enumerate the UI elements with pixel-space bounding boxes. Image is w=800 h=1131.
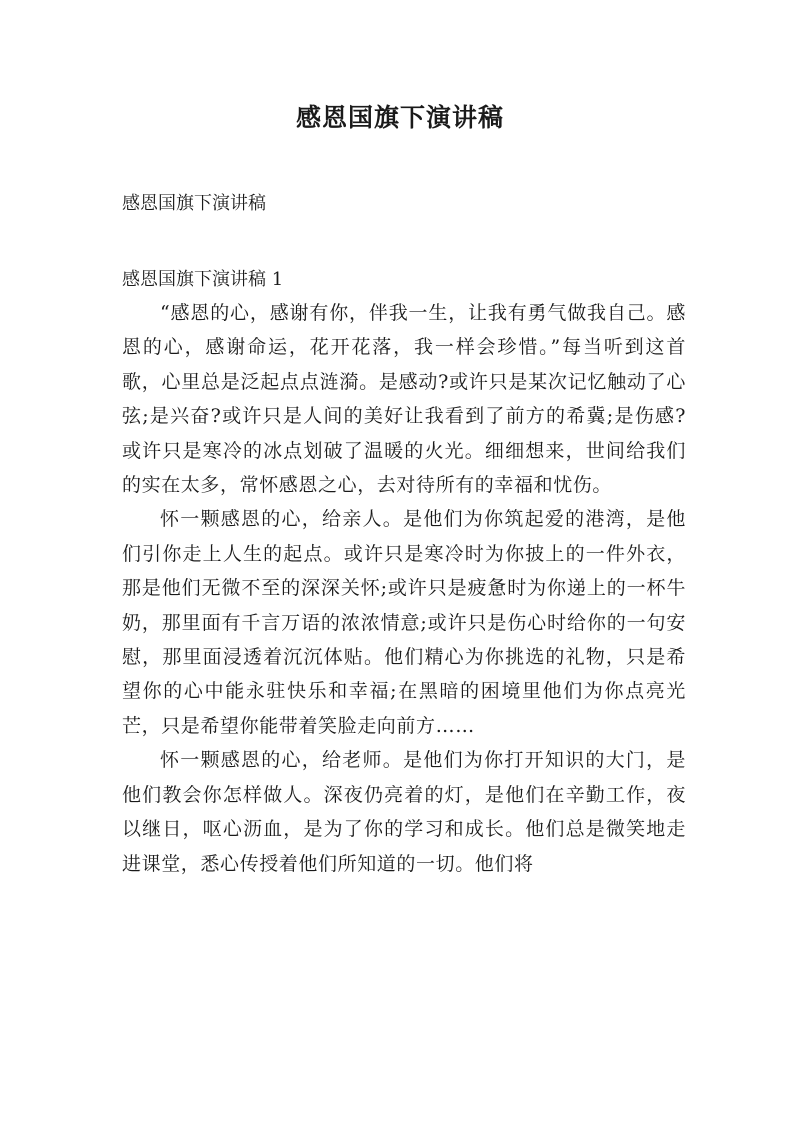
document-title: 感恩国旗下演讲稿 — [295, 103, 504, 132]
paragraph-1: “感恩的心，感谢有你，伴我一生，让我有勇气做我自己。感恩的心，感谢命运，花开花落，我一样会珍惜。”每当听到这首歌，心里总是泛起点点涟漪。是感动?或许只是某次记忆触动了心弦;是兴奋?或许只是人间的美好让我看到了前方的希冀;是伤感?或许只是寒冷的冰点划破了温暖的火光。细细想来，世间给我们的实在太多，常怀感恩之心，去对待所有的幸福和忧伤。 — [122, 302, 686, 497]
paragraph-3: 怀一颗感恩的心，给老师。是他们为你打开知识的大门，是他们教会你怎样做人。深夜仍亮着的灯，是他们在辛勤工作，夜以继日，呕心沥血，是为了你的学习和成长。他们总是微笑地走进课堂，悉心传授着他们所知道的一切。他们将 — [122, 749, 686, 875]
body-text — [122, 296, 686, 881]
document-subtitle: 感恩国旗下演讲稿 — [122, 193, 266, 214]
paragraph-2: 怀一颗感恩的心，给亲人。是他们为你筑起爱的港湾，是他们引你走上人生的起点。或许只是寒冷时为你披上的一件外衣，那是他们无微不至的深深关怀;或许只是疲惫时为你递上的一杯牛奶，那里面有千言万语的浓浓情意;或许只是伤心时给你的一句安慰，那里面浸透着沉沉体贴。他们精心为你挑选的礼物，只是希望你的心中能永驻快乐和幸福;在黑暗的困境里他们为你点亮光芒，只是希望你能带着笑脸走向前方…… — [122, 508, 686, 737]
section-heading: 感恩国旗下演讲稿 1 — [122, 269, 284, 290]
